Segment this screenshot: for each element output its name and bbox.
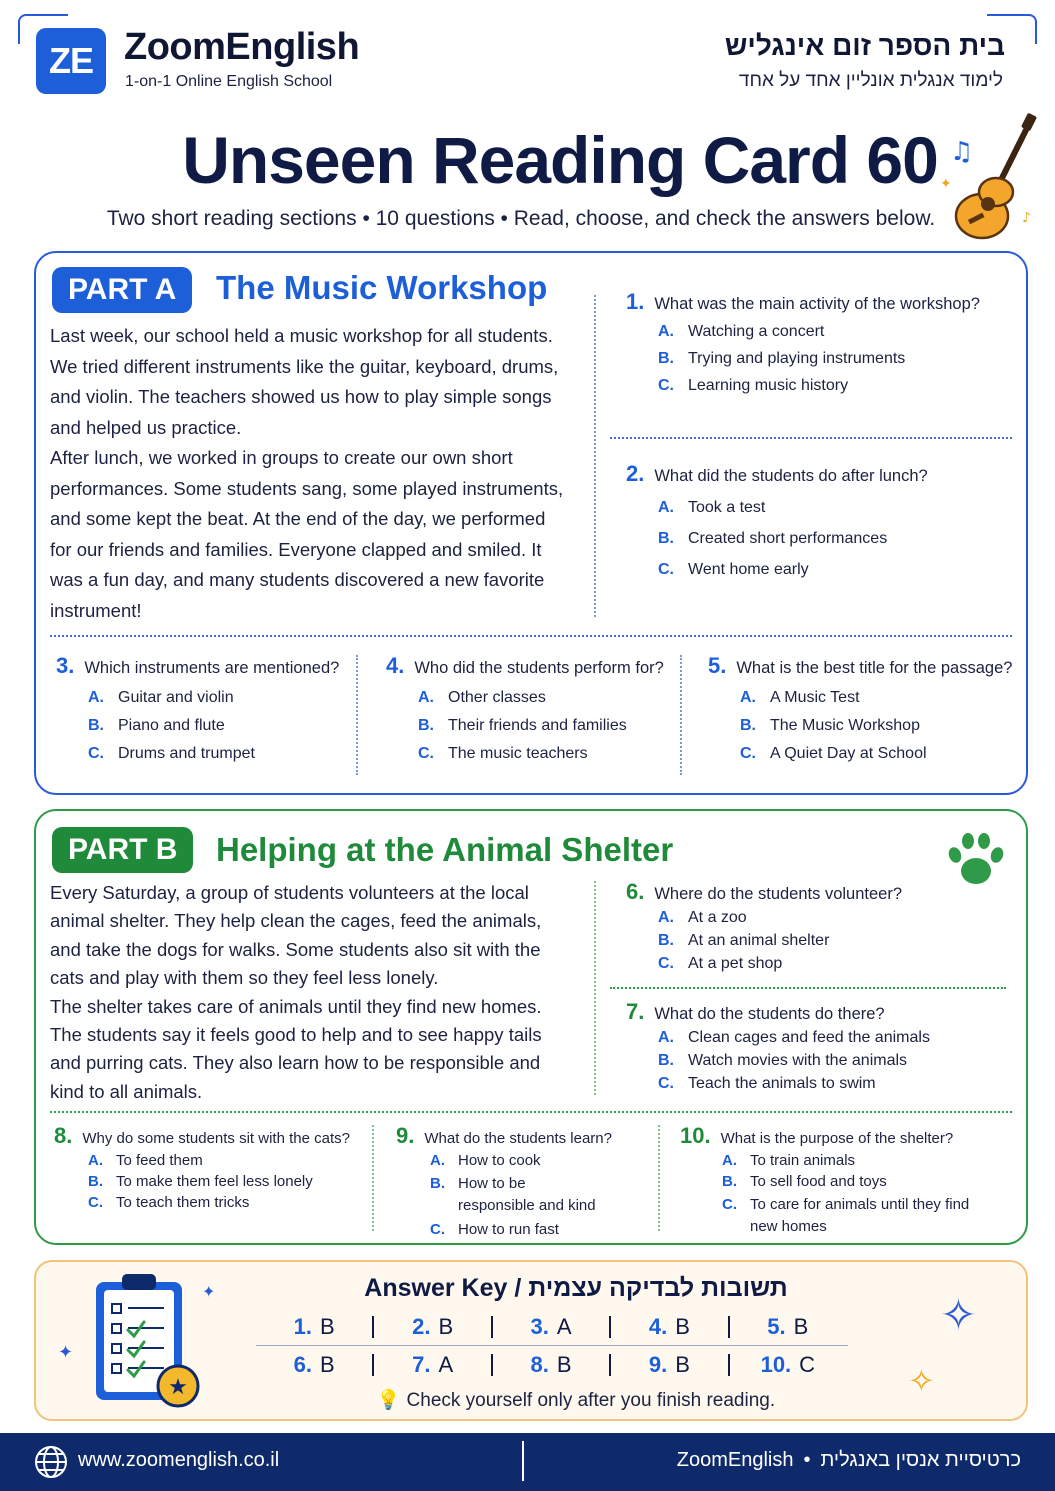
svg-text:♫: ♫: [950, 137, 974, 167]
answer-option[interactable]: [418, 717, 664, 735]
option-text: Piano and flute: [118, 717, 225, 734]
option-letter: B.: [658, 530, 674, 547]
answer-option[interactable]: [88, 745, 339, 763]
horizontal-divider: [50, 635, 1012, 637]
sparkle-icon: ✧: [940, 1291, 977, 1340]
question-text: Who did the students perform for?: [414, 659, 664, 677]
part-b-card: [34, 809, 1028, 1245]
part-a-card: [34, 251, 1028, 795]
answer-option[interactable]: [658, 530, 928, 548]
option-text: To feed them: [116, 1152, 203, 1169]
question-6: [626, 879, 902, 973]
question-number: 9.: [396, 1123, 415, 1148]
option-letter: C.: [418, 745, 434, 762]
answer-option[interactable]: [88, 717, 339, 735]
option-text: How to be responsible and kind: [458, 1175, 596, 1214]
question-number: 3.: [56, 653, 75, 678]
footer-bullet: •: [803, 1449, 811, 1471]
sparkle-icon: ✧: [908, 1363, 935, 1399]
option-text: The music teachers: [448, 745, 588, 762]
question-8: [54, 1123, 350, 1211]
option-letter: A.: [658, 499, 674, 516]
option-letter: A.: [88, 1152, 103, 1169]
option-letter: C.: [88, 1194, 103, 1211]
question-text: What do the students do there?: [654, 1005, 885, 1023]
answer-option[interactable]: [722, 1173, 970, 1190]
option-text: Guitar and violin: [118, 689, 234, 706]
globe-icon: [34, 1445, 68, 1479]
hebrew-tagline: לימוד אנגלית אונליין אחד על אחד: [738, 70, 1003, 91]
answer-option[interactable]: [88, 1173, 350, 1190]
part-b-passage: [50, 879, 570, 1106]
answer-letter: B: [438, 1314, 454, 1339]
answer-item: [611, 1314, 727, 1340]
answer-option[interactable]: [88, 689, 339, 707]
option-text: Went home early: [688, 561, 809, 578]
vertical-divider: [658, 1125, 660, 1231]
option-letter: A.: [740, 689, 756, 706]
part-b-badge: PART B: [52, 827, 193, 873]
question-number: 5.: [708, 653, 727, 678]
answer-row: [256, 1314, 846, 1340]
question-number: 2.: [626, 461, 645, 486]
page-title: Unseen Reading Card 60: [182, 123, 938, 197]
option-letter: B.: [722, 1173, 737, 1190]
answer-item: [374, 1352, 490, 1378]
footer-brand: ZoomEnglish: [676, 1449, 794, 1471]
question-text: Where do the students volunteer?: [654, 885, 903, 903]
answer-option[interactable]: [430, 1173, 606, 1217]
vertical-divider: [594, 295, 596, 617]
answer-number: 6.: [293, 1352, 313, 1377]
answer-letter: B: [793, 1314, 809, 1339]
part-a-badge: PART A: [52, 267, 192, 313]
answer-option[interactable]: [740, 717, 1012, 735]
question-2: [626, 461, 928, 579]
option-letter: A.: [658, 323, 674, 340]
website-link[interactable]: www.zoomenglish.co.il: [78, 1449, 280, 1471]
brand-name: ZoomEnglish: [124, 26, 360, 68]
answer-option[interactable]: [722, 1194, 970, 1238]
answer-option[interactable]: [658, 1052, 930, 1070]
question-number: 1.: [626, 289, 645, 314]
vertical-divider: [680, 655, 682, 775]
answer-number: 10.: [760, 1352, 792, 1377]
footer-divider: [522, 1441, 524, 1481]
answer-item: [730, 1314, 846, 1340]
footer-hebrew-text: כרטיסיית אנסין באנגלית: [820, 1449, 1021, 1471]
option-text: At an animal shelter: [688, 932, 830, 949]
answer-key-note: [36, 1388, 1055, 1412]
option-text: Trying and playing instruments: [688, 350, 906, 367]
option-text: Drums and trumpet: [118, 745, 255, 762]
answer-option[interactable]: [658, 1075, 930, 1093]
option-letter: C.: [722, 1196, 737, 1213]
option-letter: C.: [88, 745, 104, 762]
answer-letter: B: [675, 1352, 690, 1377]
answer-item: [730, 1352, 846, 1378]
option-text: To train animals: [750, 1152, 856, 1169]
sparkle-icon: ✦: [202, 1284, 216, 1301]
option-letter: C.: [740, 745, 756, 762]
question-number: 7.: [626, 999, 645, 1024]
option-text: Teach the animals to swim: [688, 1075, 876, 1092]
option-text: To care for animals until they find new homes: [750, 1196, 970, 1235]
question-1: [626, 289, 980, 395]
answer-key-title: Answer Key / תשובות לבדיקה עצמית: [364, 1274, 788, 1302]
passage-paragraph: After lunch, we worked in groups to create our own short performances. Some students sang, some played instruments, and some kept the beat. At the end of the day, we performed for our friends and families. Everyone clapped and smiled. It was a fun day, and many students discovered a new favorite instrument!: [50, 447, 564, 621]
answer-letter: B: [556, 1352, 572, 1377]
question-number: 6.: [626, 879, 645, 904]
svg-text:♪: ♪: [1022, 210, 1031, 226]
answer-letter: B: [320, 1352, 335, 1377]
horizontal-divider: [50, 1111, 1012, 1113]
answer-option[interactable]: [418, 745, 664, 763]
hebrew-school-name: בית הספר זום אינגליש: [724, 30, 1005, 61]
option-letter: A.: [430, 1152, 445, 1169]
question-text: Which instruments are mentioned?: [84, 659, 340, 677]
option-letter: B.: [658, 1052, 674, 1069]
answer-option[interactable]: [418, 689, 664, 707]
option-text: To teach them tricks: [116, 1194, 250, 1211]
option-text: A Music Test: [770, 689, 860, 706]
answer-option[interactable]: [658, 932, 902, 950]
question-10: [680, 1123, 990, 1238]
answer-letter: A: [438, 1352, 454, 1377]
answer-item: [493, 1352, 609, 1378]
question-text: What was the main activity of the workshop?: [654, 295, 980, 313]
svg-text:★: ★: [168, 1375, 188, 1400]
answer-letter: B: [320, 1314, 335, 1339]
vertical-divider: [594, 881, 596, 1095]
passage-paragraph: The shelter takes care of animals until they find new homes. The students say it feels good to help and to see happy tails and purring cats. They also learn how to be responsible and kind to all animals.: [50, 995, 542, 1102]
answer-number: 1.: [293, 1314, 313, 1339]
answer-number: 3.: [530, 1314, 549, 1339]
answer-option[interactable]: [658, 909, 902, 927]
ze-logo: ZE: [36, 28, 106, 94]
answer-option[interactable]: [430, 1221, 606, 1238]
lightbulb-icon: 💡: [376, 1390, 401, 1411]
page-subtitle: Two short reading sections • 10 questions • Read, choose, and check the answers below.: [106, 207, 936, 230]
answer-letter: B: [675, 1314, 690, 1339]
option-letter: B.: [658, 932, 674, 949]
answer-item: [611, 1352, 727, 1378]
option-letter: B.: [658, 350, 674, 367]
option-letter: C.: [430, 1221, 445, 1238]
part-a-title: The Music Workshop: [216, 269, 548, 306]
answer-letter: C: [799, 1352, 816, 1377]
paw-icon: [944, 829, 1008, 889]
footer: [0, 1433, 1055, 1491]
answer-item: [256, 1314, 372, 1340]
question-7: [626, 999, 930, 1093]
option-text: How to run fast: [458, 1221, 559, 1238]
answer-number: 9.: [648, 1352, 668, 1377]
answer-option[interactable]: [88, 1194, 350, 1211]
answer-number: 4.: [648, 1314, 668, 1339]
question-number: 4.: [386, 653, 405, 678]
answer-option[interactable]: [88, 1152, 350, 1169]
option-text: Clean cages and feed the animals: [688, 1029, 930, 1046]
footer-right: [677, 1449, 1021, 1472]
question-5: [708, 653, 1012, 763]
option-letter: C.: [658, 561, 674, 578]
part-a-passage: [50, 321, 570, 626]
option-text: Watch movies with the animals: [688, 1052, 908, 1069]
answer-option[interactable]: [740, 745, 1012, 763]
option-letter: A.: [88, 689, 104, 706]
option-text: At a pet shop: [688, 955, 783, 972]
option-letter: A.: [722, 1152, 737, 1169]
note-text: Check yourself only after you finish reading.: [406, 1390, 776, 1411]
answer-option[interactable]: [740, 689, 1012, 707]
question-text: Why do some students sit with the cats?: [82, 1130, 350, 1147]
option-letter: A.: [658, 909, 674, 926]
option-text: Their friends and families: [448, 717, 627, 734]
option-text: How to cook: [458, 1152, 541, 1169]
answer-option[interactable]: [658, 1029, 930, 1047]
option-letter: B.: [418, 717, 434, 734]
option-text: To make them feel less lonely: [116, 1173, 313, 1190]
option-text: Watching a concert: [688, 323, 825, 340]
passage-paragraph: Every Saturday, a group of students volunteers at the local animal shelter. They help clean the cages, feed the animals, and take the dogs for walks. Some students also sit with the cats and play with them so they feel less lonely.: [50, 882, 542, 989]
option-letter: C.: [658, 377, 674, 394]
answer-option[interactable]: [658, 323, 980, 341]
answer-item: [256, 1352, 372, 1378]
option-text: Learning music history: [688, 377, 849, 394]
option-text: Other classes: [448, 689, 546, 706]
vertical-divider: [372, 1125, 374, 1231]
answer-key-divider: [256, 1345, 848, 1346]
answer-option[interactable]: [658, 561, 928, 579]
question-number: 10.: [680, 1123, 711, 1148]
question-text: What did the students do after lunch?: [654, 467, 928, 485]
question-text: What is the best title for the passage?: [736, 659, 1013, 677]
answer-option[interactable]: [658, 955, 902, 973]
horizontal-divider: [610, 987, 1006, 989]
horizontal-divider: [610, 437, 1012, 439]
question-text: What do the students learn?: [424, 1130, 612, 1147]
option-letter: B.: [430, 1175, 445, 1192]
option-letter: B.: [740, 717, 756, 734]
answer-option[interactable]: [658, 499, 928, 517]
question-text: What is the purpose of the shelter?: [720, 1130, 954, 1147]
option-text: Created short performances: [688, 530, 888, 547]
vertical-divider: [356, 655, 358, 775]
option-letter: B.: [88, 1173, 103, 1190]
answer-option[interactable]: [658, 350, 980, 368]
answer-key-card: [34, 1260, 1028, 1421]
answer-number: 5.: [767, 1314, 786, 1339]
option-text: At a zoo: [688, 909, 747, 926]
answer-option[interactable]: [430, 1152, 606, 1169]
brand-subtitle: 1-on-1 Online English School: [125, 73, 333, 90]
answer-item: [374, 1314, 490, 1340]
option-letter: C.: [658, 955, 674, 972]
guitar-icon: [938, 108, 1038, 243]
part-b-title: Helping at the Animal Shelter: [216, 831, 674, 868]
answer-row: [256, 1352, 846, 1378]
option-letter: B.: [88, 717, 104, 734]
passage-paragraph: Last week, our school held a music workshop for all students. We tried different instruments like the guitar, keyboard, drums, and violin. The teachers showed us how to play simple songs and helped us practice.: [50, 325, 559, 438]
question-3: [56, 653, 339, 763]
answer-option[interactable]: [658, 377, 980, 395]
question-number: 8.: [54, 1123, 73, 1148]
option-letter: A.: [658, 1029, 674, 1046]
option-letter: A.: [418, 689, 434, 706]
answer-item: [493, 1314, 609, 1340]
option-text: Took a test: [688, 499, 766, 516]
option-letter: C.: [658, 1075, 674, 1092]
option-text: The Music Workshop: [770, 717, 920, 734]
question-4: [386, 653, 664, 763]
option-text: To sell food and toys: [750, 1173, 887, 1190]
question-9: [396, 1123, 636, 1238]
option-text: A Quiet Day at School: [770, 745, 927, 762]
answer-number: 8.: [530, 1352, 549, 1377]
answer-number: 2.: [412, 1314, 431, 1339]
answer-letter: A: [556, 1314, 572, 1339]
answer-option[interactable]: [722, 1152, 970, 1169]
sparkle-icon: ✦: [58, 1342, 74, 1362]
answer-number: 7.: [412, 1352, 431, 1377]
svg-text:✦: ✦: [940, 176, 952, 192]
